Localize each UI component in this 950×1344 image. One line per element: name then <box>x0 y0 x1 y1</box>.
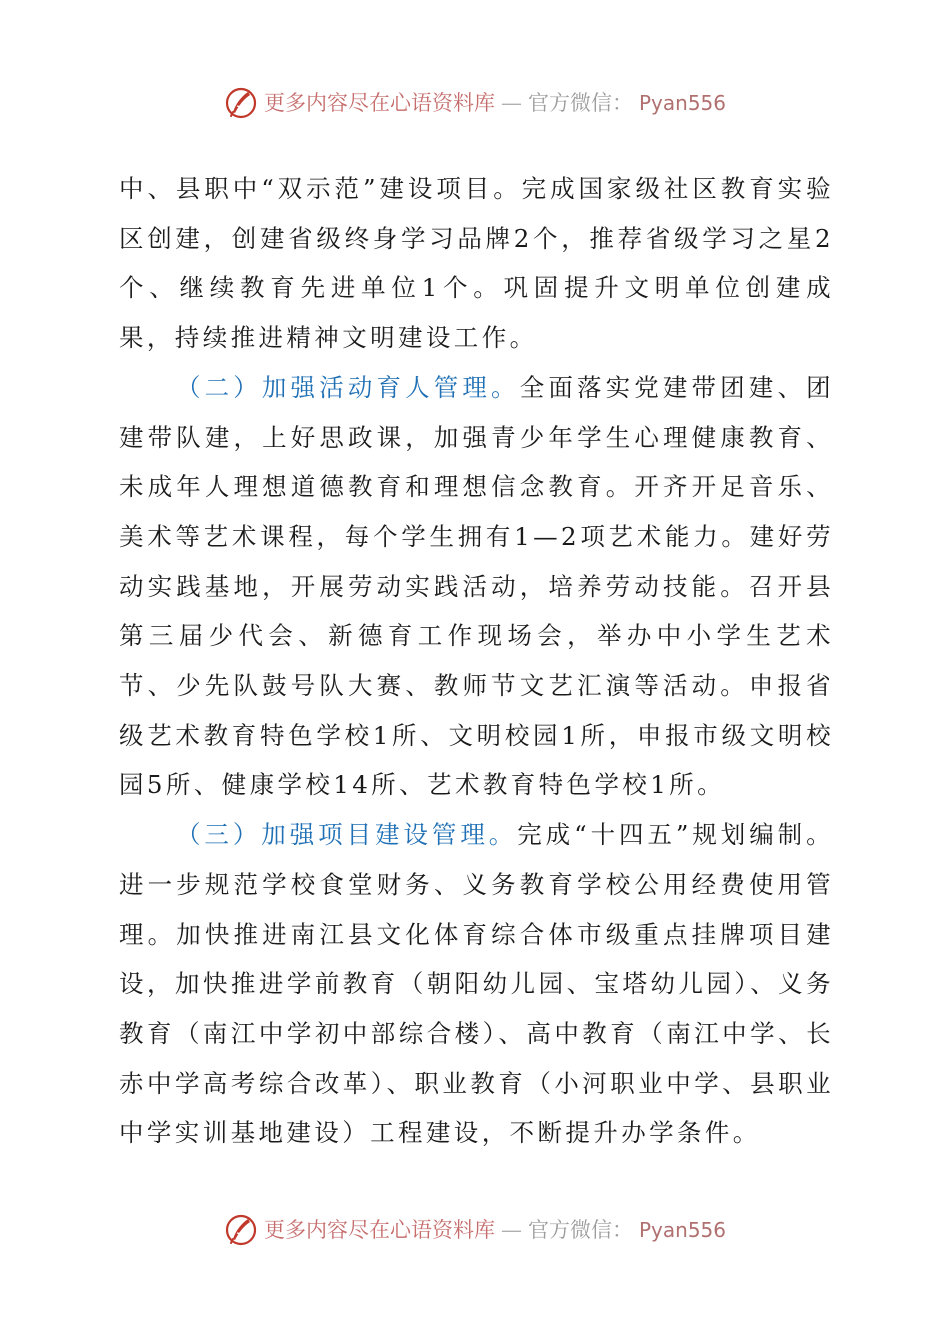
quill-pen-logo-icon <box>224 86 258 120</box>
paragraph-project-management <box>119 810 834 1158</box>
watermark-dash: — <box>500 1218 522 1242</box>
watermark-main-text: 更多内容尽在心语资料库 <box>263 1218 495 1242</box>
paragraph-activity-management <box>119 363 834 810</box>
watermark-main-text: 更多内容尽在心语资料库 <box>263 91 495 115</box>
watermark-wechat-id: Pyan556 <box>638 1218 726 1242</box>
document-body <box>119 164 834 1158</box>
watermark-sub-text: 官方微信： <box>527 91 633 115</box>
paragraph-heading: （三）加强项目建设管理。 <box>176 820 518 850</box>
watermark-wechat-id: Pyan556 <box>638 91 726 115</box>
quill-pen-logo-icon <box>224 1213 258 1247</box>
paragraph-heading: （二）加强活动育人管理。 <box>176 372 520 402</box>
paragraph-continuation <box>119 164 834 363</box>
watermark-sub-text: 官方微信： <box>527 1218 633 1242</box>
watermark-dash: — <box>500 91 522 115</box>
header-watermark <box>0 86 950 120</box>
paragraph-body: 中、县职中“双示范”建设项目。完成国家级社区教育实验区创建，创建省级终身学习品牌2个，推荐省级学习之星2个、继续教育先进单位1个。巩固提升文明单位创建成果，持续推进精神文明建设工作。 <box>119 174 834 353</box>
paragraph-body: 完成“十四五”规划编制。进一步规范学校食堂财务、义务教育学校公用经费使用管理。加快推进南江县文化体育综合体市级重点挂牌项目建设，加快推进学前教育（朝阳幼儿园、宝塔幼儿园）、义务教育（南江中学初中部综合楼）、高中教育（南江中学、长赤中学高考综合改革）、职业教育（小河职业中学、县职业中学实训基地建设）工程建设，不断提升办学条件。 <box>119 820 834 1148</box>
footer-watermark <box>0 1213 950 1247</box>
paragraph-body: 全面落实党建带团建、团建带队建，上好思政课，加强青少年学生心理健康教育、未成年人理想道德教育和理想信念教育。开齐开足音乐、美术等艺术课程，每个学生拥有1—2项艺术能力。建好劳动实践基地，开展劳动实践活动，培养劳动技能。召开县第三届少代会、新德育工作现场会，举办中小学生艺术节、少先队鼓号队大赛、教师节文艺汇演等活动。申报省级艺术教育特色学校1所、文明校园1所，申报市级文明校园5所、健康学校14所、艺术教育特色学校1所。 <box>119 372 834 800</box>
